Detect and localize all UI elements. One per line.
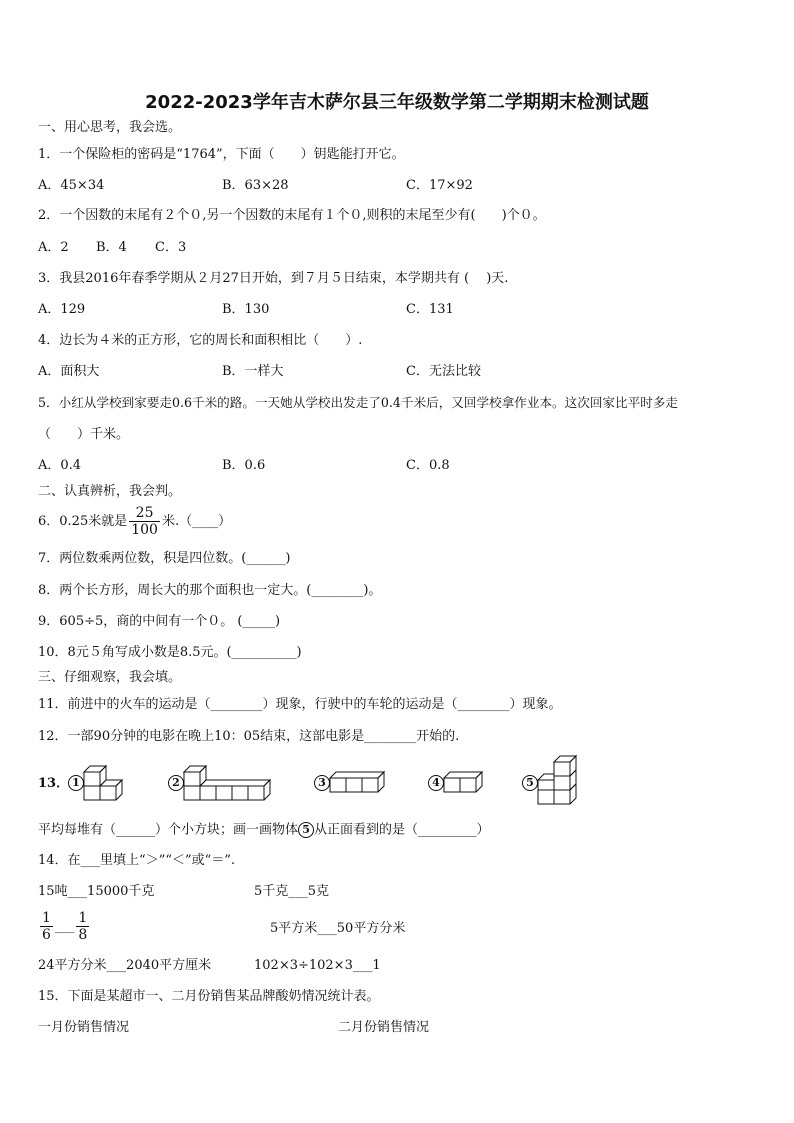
q2-option-a: A．2 (38, 240, 69, 255)
q13-line-prefix: 平均每堆有（______）个小方块；画一画物体 (38, 822, 299, 838)
figure-2-number: 2 (168, 775, 184, 791)
question-5-continued: （ ）千米。 (38, 427, 130, 442)
q6-numerator: 25 (129, 505, 160, 522)
q4-option-c: C．无法比较 (406, 364, 481, 379)
question-13-line (38, 822, 490, 839)
figure-2-cubes (182, 760, 278, 804)
q14-f1-numerator: 1 (42, 910, 51, 926)
section-2-heading: 二、认真辨析，我会判。 (38, 484, 182, 499)
question-9: 9．605÷5，商的中间有一个０。 (_____) (38, 614, 281, 629)
q6-fraction (129, 505, 160, 538)
question-15: 15．下面是某超市一、二月份销售某品牌酸奶情况统计表。 (38, 989, 380, 1004)
question-12: 12．一部90分钟的电影在晚上10：05结束，这部电影是________开始的. (38, 729, 460, 744)
q3-option-c: C．131 (406, 302, 454, 317)
q13-line-figure-mark: 5 (298, 822, 314, 838)
q13-line-suffix: 从正面看到的是（_________） (314, 822, 490, 838)
question-8: 8．两个长方形，周长大的那个面积也一定大。(________)。 (38, 583, 382, 598)
question-7: 7．两位数乘两位数，积是四位数。(______) (38, 551, 291, 566)
figure-5-number: 5 (522, 775, 538, 791)
q6-denominator: 100 (131, 522, 158, 538)
figure-5-cubes (536, 752, 582, 810)
question-4: 4．边长为４米的正方形，它的周长和面积相比（ ）. (38, 333, 363, 348)
q4-option-b: B．一样大 (222, 364, 284, 379)
question-1: 1．一个保险柜的密码是“1764”，下面（ ）钥匙能打开它。 (38, 147, 405, 162)
section-3-heading: 三、仔细观察，我会填。 (38, 670, 182, 685)
q1-option-a: A．45×34 (38, 178, 105, 193)
q14-row2-left (38, 909, 91, 945)
question-2: 2．一个因数的末尾有２个０,另一个因数的末尾有１个０,则积的末尾至少有( )个０。 (38, 208, 546, 223)
figure-3-cubes (328, 766, 392, 796)
q14-fraction-1 (40, 910, 53, 943)
q14-f2-numerator: 1 (78, 910, 88, 926)
question-3: 3．我县2016年春季学期从２月27日开始，到７月５日结束，本学期共有 ( )天. (38, 271, 509, 286)
figure-4-cubes (442, 766, 490, 796)
q5-option-c: C．0.8 (406, 458, 450, 473)
q14-row1-right: 5千克___5克 (254, 884, 330, 899)
question-6 (38, 504, 231, 540)
q2-option-c: C．3 (155, 240, 187, 255)
q6-suffix: 米.（____） (161, 514, 232, 529)
figure-1-number: 1 (68, 775, 84, 791)
question-10: 10．8元５角写成小数是8.5元。(__________) (38, 645, 302, 660)
figure-4-number: 4 (428, 775, 444, 791)
page-title: 2022-2023学年吉木萨尔县三年级数学第二学期期末检测试题 (145, 92, 649, 113)
q15-january-label: 一月份销售情况 (38, 1020, 130, 1035)
question-5: 5．小红从学校到家要走0.6千米的路。一天她从学校出发走了0.4千米后，又回学校拿作业本。这次回家比平时多走 (38, 395, 678, 410)
q1-option-c: C．17×92 (406, 178, 473, 193)
q14-row3-right: 102×3÷102×3___1 (254, 958, 381, 973)
q14-f2-denominator: 8 (78, 927, 88, 943)
figure-3-number: 3 (314, 775, 330, 791)
q14-row3-left: 24平方分米___2040平方厘米 (38, 958, 212, 973)
q14-f1-denominator: 6 (42, 927, 51, 943)
q3-option-a: A．129 (38, 302, 86, 317)
figure-1-cubes (82, 760, 124, 804)
question-14: 14．在___里填上“＞”“＜”或“＝”. (38, 853, 236, 868)
q1-option-b: B．63×28 (222, 178, 289, 193)
q2-option-b: B．4 (96, 240, 127, 255)
q4-option-a: A．面积大 (38, 364, 100, 379)
q13-label: 13． (38, 776, 70, 791)
q5-option-b: B．0.6 (222, 458, 266, 473)
q15-february-label: 二月份销售情况 (338, 1020, 430, 1035)
q14-row2-right: 5平方米___50平方分米 (270, 921, 406, 936)
q14-row2-blank: ___ (54, 919, 75, 934)
q14-row1-left: 15吨___15000千克 (38, 884, 155, 899)
q6-prefix: 6．0.25米就是 (38, 514, 128, 529)
question-11: 11．前进中的火车的运动是（________）现象，行驶中的车轮的运动是（________）现象。 (38, 697, 562, 712)
q5-option-a: A．0.4 (38, 458, 82, 473)
section-1-heading: 一、用心思考，我会选。 (38, 120, 182, 135)
q3-option-b: B．130 (222, 302, 270, 317)
q14-fraction-2 (76, 910, 89, 943)
